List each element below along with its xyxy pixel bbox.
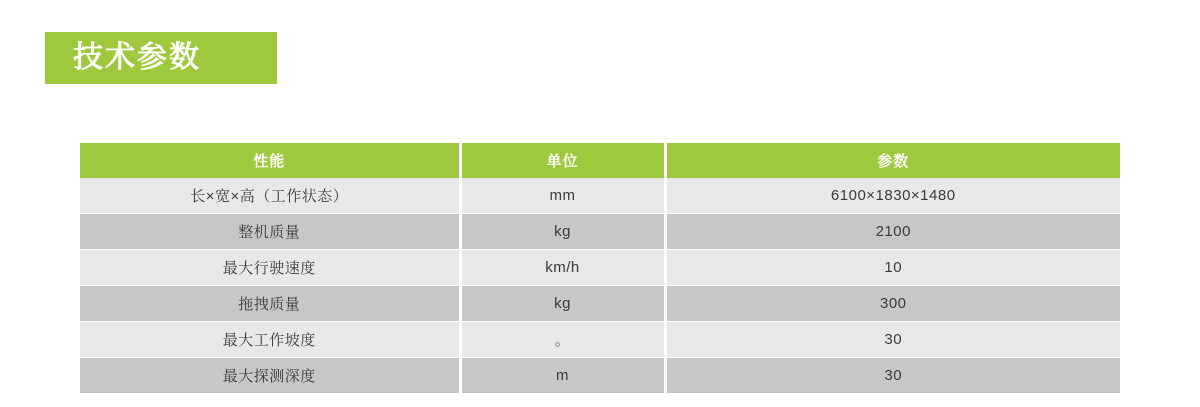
cell-performance: 最大行驶速度: [80, 250, 460, 286]
cell-unit: m: [460, 358, 665, 394]
table-row: [80, 178, 1120, 214]
cell-unit: 。: [460, 322, 665, 358]
table-header-row: [80, 143, 1120, 178]
section-title-banner: [45, 32, 277, 84]
cell-parameter: 300: [665, 286, 1120, 322]
technical-parameters-table: [80, 143, 1120, 394]
cell-unit: mm: [460, 178, 665, 214]
column-header-performance: 性能: [80, 143, 460, 178]
cell-performance: 长×宽×高（工作状态）: [80, 178, 460, 214]
cell-parameter: 6100×1830×1480: [665, 178, 1120, 214]
cell-performance: 拖拽质量: [80, 286, 460, 322]
cell-unit: kg: [460, 286, 665, 322]
cell-parameter: 10: [665, 250, 1120, 286]
table-row: [80, 286, 1120, 322]
column-header-unit: 单位: [460, 143, 665, 178]
table-body: [80, 178, 1120, 394]
table-row: [80, 322, 1120, 358]
cell-unit: km/h: [460, 250, 665, 286]
cell-parameter: 30: [665, 358, 1120, 394]
cell-performance: 最大探测深度: [80, 358, 460, 394]
column-header-parameter: 参数: [665, 143, 1120, 178]
table-header: [80, 143, 1120, 178]
table-row: [80, 250, 1120, 286]
page-title: 技术参数: [73, 41, 201, 74]
cell-parameter: 30: [665, 322, 1120, 358]
cell-unit: kg: [460, 214, 665, 250]
table-row: [80, 358, 1120, 394]
cell-parameter: 2100: [665, 214, 1120, 250]
table-row: [80, 214, 1120, 250]
cell-performance: 最大工作坡度: [80, 322, 460, 358]
cell-performance: 整机质量: [80, 214, 460, 250]
